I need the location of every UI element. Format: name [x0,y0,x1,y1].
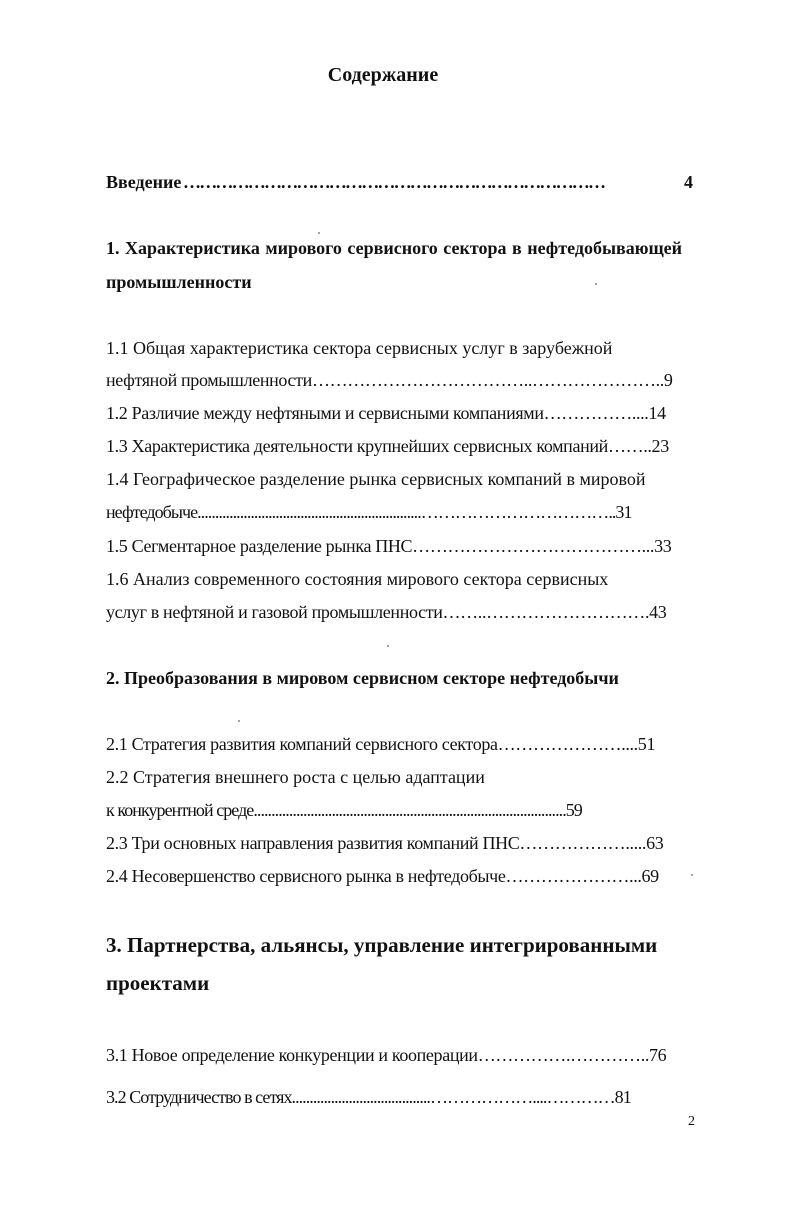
toc-item-1-4-line2: нефтедобыче...............................................................……………………………..31 [106,502,632,522]
toc-item-1-6-line1: 1.6 Анализ современного состояния мирового сектора сервисных [106,569,609,589]
chapter-1-heading-line1: 1. Характеристика мирового сервисного сектора в нефтедобывающей [106,238,683,258]
toc-item-1-2: 1.2 Различие между нефтяными и сервисными компаниями……………....14 [106,403,666,423]
toc-item-1-1-line1: 1.1 Общая характеристика сектора сервисных услуг в зарубежной [106,338,613,358]
toc-item-1-5: 1.5 Сегментарное разделение рынка ПНС…………………………………...33 [106,536,672,556]
toc-intro-label: Введение [106,172,182,192]
page-number: 2 [688,1114,695,1129]
toc-intro-page: 4 [684,172,693,192]
scan-speck [387,645,389,647]
toc-item-3-2: 3.2 Сотрудничество в сетях.......................................………………....…………81 [106,1087,631,1107]
toc-item-2-4: 2.4 Несовершенство сервисного рынка в нефтедобыче…………………...69 [106,866,659,886]
scan-speck [595,283,597,285]
scan-speck [691,874,693,876]
chapter-1-heading-line2: промышленности [106,272,252,292]
toc-intro-dots: …………………………………………………………………… [183,172,605,192]
scan-speck [318,232,320,234]
toc-item-1-4-line1: 1.4 Географическое разделение рынка сервисных компаний в мировой [106,469,646,489]
toc-item-1-1-line2: нефтяной промышленности………………………………..…………………..9 [106,370,673,390]
toc-item-2-2-line1: 2.2 Стратегия внешнего роста с целью адаптации [106,767,485,787]
scan-speck [238,720,240,722]
chapter-2-heading: 2. Преобразования в мировом сервисном секторе нефтедобычи [106,668,619,688]
toc-item-3-1: 3.1 Новое определение конкуренции и кооперации…………….…………..76 [106,1045,667,1065]
chapter-3-heading-line1: 3. Партнерства, альянсы, управление интегрированными [106,933,658,957]
toc-item-1-3: 1.3 Характеристика деятельности крупнейших сервисных компаний……..23 [106,436,669,456]
toc-item-2-3: 2.3 Три основных направления развития компаний ПНС……………….....63 [106,833,664,853]
toc-title: Содержание [327,64,439,86]
toc-item-2-1: 2.1 Стратегия развития компаний сервисного сектора…………………....51 [106,734,656,754]
toc-item-2-2-line2: к конкурентной среде........................................................................................59 [106,800,582,820]
toc-item-1-6-line2: услуг в нефтяной и газовой промышленности……..……………………….43 [106,602,667,622]
chapter-3-heading-line2: проектами [106,971,210,995]
